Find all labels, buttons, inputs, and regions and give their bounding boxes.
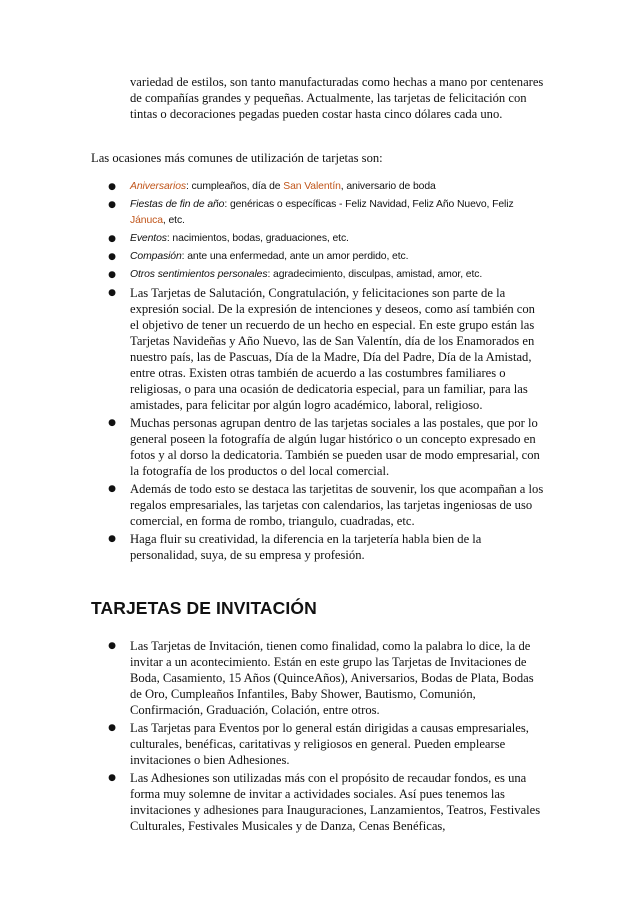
bullet-dot-icon: ● [108, 723, 116, 733]
occasion-text-end: , aniversario de boda [340, 181, 436, 192]
list-item [0, 531, 545, 563]
invitation-text: Las Tarjetas de Invitación, tienen como finalidad, como la palabra lo dice, la de invitar a un acontecimiento. Están en este grupo las Tarjetas de Invitaciones de Boda, Casamiento, 15 Años (QuinceAños), Aniversarios, Bodas de Plata, Bodas de Oro, Cumpleaños Infantiles, Baby Shower, Bautismo, Comunión, Confirmación, Graduación, Colación, entre otros. [130, 639, 534, 717]
occasion-text: : genéricas o específicas - Feliz Navidad, Feliz Año Nuevo, Feliz [224, 199, 514, 210]
occasion-label: Eventos [130, 233, 167, 244]
bullet-dot-icon: ● [108, 288, 116, 298]
section-heading: TARJETAS DE INVITACIÓN [91, 598, 317, 618]
bullet-dot-icon: ● [108, 200, 116, 210]
list-item [0, 720, 545, 768]
occasion-text: : agradecimiento, disculpas, amistad, amor, etc. [267, 269, 483, 280]
point-text: Muchas personas agrupan dentro de las tarjetas sociales a las postales, que por lo general poseen la fotografía de algún lugar histórico o un concepto expresado en fotos y al dorso la dedicatoria. También se pueden usar de modo empresarial, con la fotografía de los productos o del local comercial. [130, 416, 540, 478]
occasion-label: Otros sentimientos personales [130, 269, 268, 280]
list-item [0, 770, 545, 834]
bullet-dot-icon: ● [108, 234, 116, 244]
occasion-highlight: Jánuca [130, 215, 163, 226]
occasion-text: : nacimientos, bodas, graduaciones, etc. [166, 233, 349, 244]
continuation-text: variedad de estilos, son tanto manufacturadas como hechas a mano por centenares de compañías grandes y pequeñas. Actualmente, las tarjetas de felicitación con tintas o decoraciones pegadas pueden costar hasta cinco dólares cada uno. [130, 75, 544, 121]
invitation-text: Las Adhesiones son utilizadas más con el propósito de recaudar fondos, es una forma muy solemne de invitar a actividades sociales. Así pues tenemos las invitaciones y adhesiones para Inauguraciones, Lanzamientos, Teatros, Festivales Culturales, Festivales Musicales y de Danza, Cenas Benéficas, [130, 771, 541, 833]
occasion-text: : ante una enfermedad, ante un amor perdido, etc. [181, 251, 409, 262]
list-item [0, 267, 545, 283]
occasion-text: : cumpleaños, día de [185, 181, 284, 192]
intro-paragraph: Las ocasiones más comunes de utilización de tarjetas son: [91, 151, 383, 165]
list-item [0, 415, 545, 479]
list-item [0, 249, 545, 265]
occasion-label: Fiestas de fin de año [130, 199, 225, 210]
list-item [0, 638, 545, 718]
occasion-label: Aniversarios [130, 181, 186, 192]
occasion-text-end: , etc. [162, 215, 185, 226]
invitation-text: Las Tarjetas para Eventos por lo general están dirigidas a causas empresariales, culturales, benéficas, caritativas y religiosos en general. Pueden emplearse invitaciones o bien Adhesiones. [130, 721, 529, 767]
bullet-list [0, 179, 638, 565]
bullet-dot-icon: ● [108, 270, 116, 280]
point-text: Las Tarjetas de Salutación, Congratulación, y felicitaciones son parte de la expresión social. De la expresión de intenciones y deseos, como así también con el objetivo de tener un recuerdo de un hecho en especial. En este grupo están las Tarjetas Navideñas y Año Nuevo, las de San Valentín, día de los Enamorados en nuestro país, las de Pascuas, Día de la Madre, Día del Padre, Día de la Amistad, entre otras. Existen otras también de acuerdo a las costumbres familiares o religiosas, o para una ocasión de dedicatoria especial, para un familiar, para las amistades, para felicitar por algún logro académico, laboral, religioso. [130, 286, 535, 412]
bullet-dot-icon: ● [108, 252, 116, 262]
continuation-paragraph [130, 74, 555, 122]
point-text: Haga fluir su creatividad, la diferencia en la tarjetería habla bien de la personalidad, suya, de su empresa y profesión. [130, 532, 482, 562]
invitation-bullet-list [0, 638, 638, 836]
bullet-dot-icon: ● [108, 641, 116, 651]
bullet-dot-icon: ● [108, 182, 116, 192]
list-item [0, 481, 545, 529]
list-item [0, 231, 545, 247]
occasion-label: Compasión [130, 251, 182, 262]
bullet-dot-icon: ● [108, 773, 116, 783]
bullet-dot-icon: ● [108, 418, 116, 428]
bullet-dot-icon: ● [108, 484, 116, 494]
list-item [0, 179, 545, 195]
list-item [0, 285, 545, 413]
point-text: Además de todo esto se destaca las tarjetitas de souvenir, los que acompañan a los regalos empresariales, las tarjetas con calendarios, las tarjetas ingeniosas de uso comercial, en forma de rombo, triangulo, cuadradas, etc. [130, 482, 544, 528]
occasion-highlight: San Valentín [283, 181, 341, 192]
list-item [0, 197, 545, 229]
bullet-dot-icon: ● [108, 534, 116, 544]
